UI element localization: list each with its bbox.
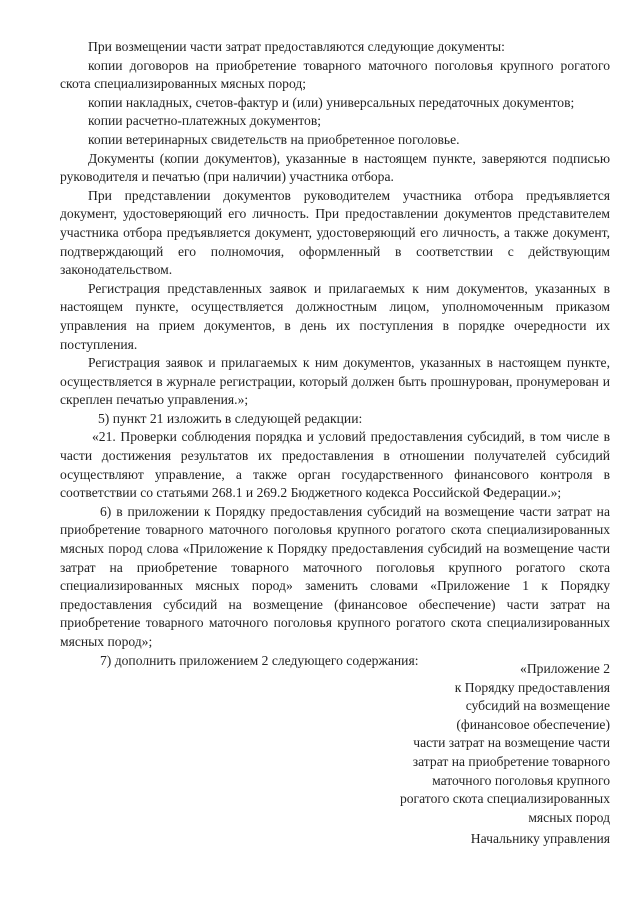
paragraph-certification: Документы (копии документов), указанные в настоящем пункте, заверяются подписью руководителя и печатью (при наличии) участника отбора. xyxy=(60,150,610,185)
paragraph-identity: При представлении документов руководителем участника отбора предъявляется документ, удостоверяющий его личность. При предоставлении документов представителем участника отбора предъявляется документ, удостоверяющий его личность, а также документ, подтверждающий его полномочия, оформленный в соответствии с действующим законодательством. xyxy=(60,187,610,278)
paragraph-item-5: 5) пункт 21 изложить в следующей редакции: xyxy=(98,410,363,426)
appendix-line: «Приложение 2 xyxy=(520,661,610,676)
appendix-line: мясных пород xyxy=(528,809,610,825)
paragraph-vet-certificates: копии ветеринарных свидетельств на приобретенное поголовье. xyxy=(88,131,460,147)
paragraph-payments: копии расчетно-платежных документов; xyxy=(88,113,322,129)
paragraph-journal: Регистрация заявок и прилагаемых к ним документов, указанных в настоящем пункте, осуществляется в журнале регистрации, который должен быть прошнурован, пронумерован и скреплен печатью управления.»; xyxy=(60,355,610,408)
appendix-line: к Порядку предоставления xyxy=(454,679,610,695)
body-text xyxy=(60,38,610,670)
paragraph-documents-intro: При возмещении части затрат предоставляются следующие документы: xyxy=(88,39,505,54)
appendix-line: части затрат на возмещение части xyxy=(413,735,610,751)
appendix-line: затрат на приобретение товарного xyxy=(412,753,610,769)
appendix-line: рогатого скота специализированных xyxy=(399,791,610,807)
paragraph-invoices: копии накладных, счетов-фактур и (или) универсальных передаточных документов; xyxy=(88,94,575,110)
paragraph-clause-21: «21. Проверки соблюдения порядка и условий предоставления субсидий, в том числе в части достижения результатов их предоставления в отношении получателей субсидий осуществляют управление, а также орган государственного финансового контроля в соответствии со статьями 268.1 и 269.2 Бюджетного кодекса Российской Федерации.»; xyxy=(60,429,610,501)
addressee-block xyxy=(310,830,610,849)
paragraph-item-6: 6) в приложении к Порядку предоставления субсидий на возмещение части затрат на приобретение товарного маточного поголовья крупного рогатого скота специализированных мясных пород слова «Приложение к Порядку предоставления субсидий на возмещение части затрат на приобретение товарного маточного поголовья крупного рогатого скота специализированных мясных пород» заменить словами «Приложение 1 к Порядку предоставления субсидий на возмещение (финансовое обеспечение) части затрат на приобретение товарного маточного поголовья крупного рогатого скота специализированных мясных пород»; xyxy=(60,503,610,649)
addressee: Начальнику управления xyxy=(470,831,610,846)
appendix-header xyxy=(310,660,610,827)
appendix-line: (финансовое обеспечение) xyxy=(456,716,610,732)
paragraph-contracts: копии договоров на приобретение товарного маточного поголовья крупного рогатого скота специализированных мясных пород; xyxy=(60,57,610,92)
paragraph-registration: Регистрация представленных заявок и прилагаемых к ним документов, указанных в настоящем пункте, осуществляется должностным лицом, уполномоченным приказом управления на прием документов, в день их поступления в порядке очередности их поступления. xyxy=(60,280,610,352)
appendix-line: субсидий на возмещение xyxy=(465,698,610,714)
paragraph-item-7: 7) дополнить приложением 2 следующего содержания: xyxy=(100,652,419,668)
appendix-line: маточного поголовья крупного xyxy=(432,772,610,788)
